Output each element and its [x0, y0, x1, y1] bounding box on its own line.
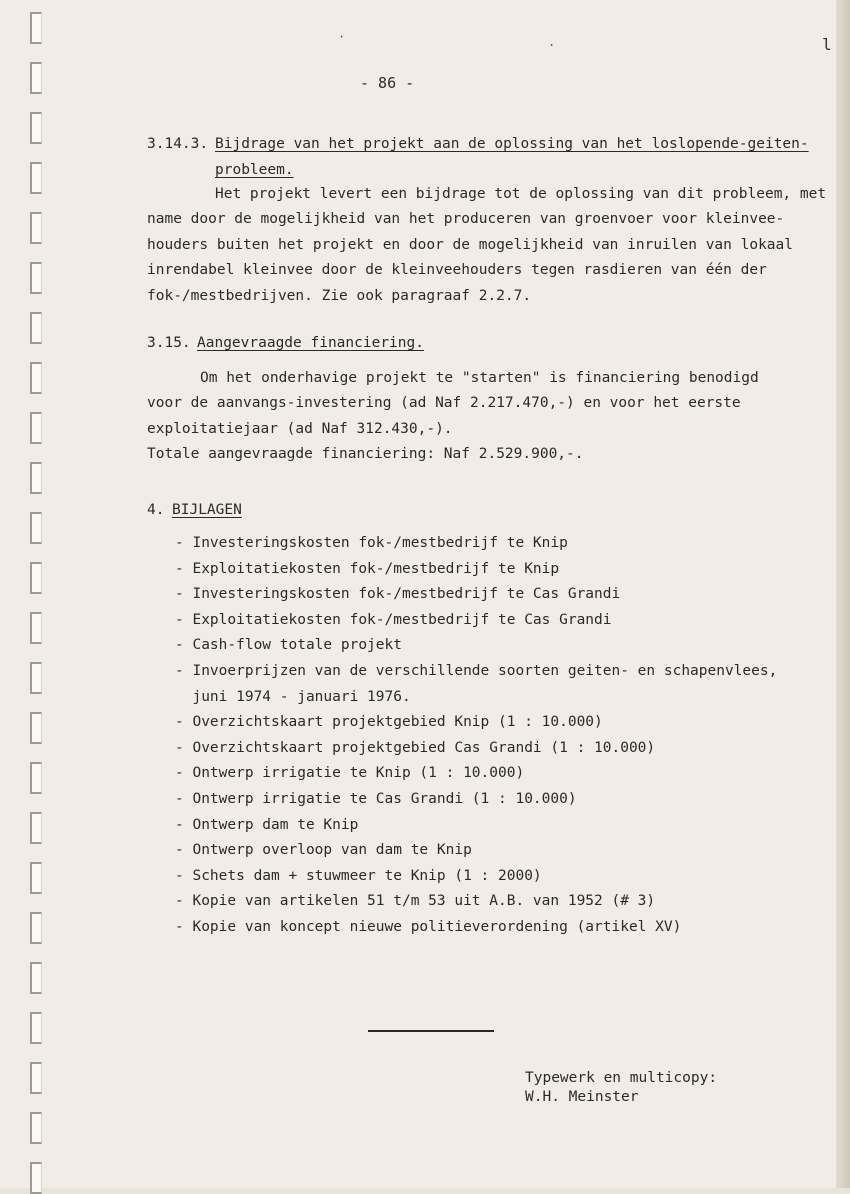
binding-slot	[30, 912, 42, 944]
section-3-14-3-paragraph-line: Het projekt levert een bijdrage tot de oplossing van dit probleem, met	[215, 186, 827, 202]
binding-slot	[30, 762, 42, 794]
section-4-heading: BIJLAGEN	[172, 502, 242, 518]
binding-slot	[30, 1162, 42, 1194]
binding-slot	[30, 862, 42, 894]
binding-slot	[30, 412, 42, 444]
section-3-14-3-number: 3.14.3.	[147, 136, 209, 152]
section-3-15-number: 3.15.	[147, 335, 191, 351]
binding-slot	[30, 462, 42, 494]
list-item: juni 1974 - januari 1976.	[175, 688, 411, 705]
section-3-15-paragraph-line: Om het onderhavige projekt te "starten" is financiering benodigd	[200, 370, 759, 386]
list-item: - Exploitatiekosten fok-/mestbedrijf te Knip	[175, 560, 560, 577]
binding-slot	[30, 312, 42, 344]
margin-mark: l	[822, 35, 832, 54]
list-item: - Investeringskosten fok-/mestbedrijf te Knip	[175, 535, 568, 551]
page-number: - 86 -	[360, 74, 415, 92]
binding-slot	[30, 262, 42, 294]
separator-rule	[368, 1030, 494, 1032]
page-edge	[836, 0, 850, 1188]
section-3-15-paragraph-line: exploitatiejaar (ad Naf 312.430,-).	[147, 421, 453, 437]
list-item: - Invoerprijzen van de verschillende soorten geiten- en schapenvlees,	[175, 662, 778, 679]
binding-slot	[30, 162, 42, 194]
binding-slot	[30, 1012, 42, 1044]
list-item: - Ontwerp overloop van dam te Knip	[175, 842, 472, 859]
list-item: - Ontwerp irrigatie te Cas Grandi (1 : 10.000)	[175, 790, 577, 807]
binding-slot	[30, 662, 42, 694]
list-item: - Cash-flow totale projekt	[175, 637, 402, 654]
binding-slot	[30, 112, 42, 144]
binding-slot	[30, 62, 42, 94]
section-3-15-paragraph-line: voor de aanvangs-investering (ad Naf 2.217.470,-) en voor het eerste	[147, 395, 741, 411]
list-item: - Overzichtskaart projektgebied Cas Grandi (1 : 10.000)	[175, 739, 656, 756]
section-4-number: 4.	[147, 502, 165, 518]
binding-slot	[30, 962, 42, 994]
binding-slot	[30, 12, 42, 44]
binding-slot	[30, 712, 42, 744]
list-item: - Kopie van artikelen 51 t/m 53 uit A.B. van 1952 (# 3)	[175, 893, 656, 910]
attachments-list	[175, 531, 777, 941]
list-item: - Kopie van koncept nieuwe politieverordening (artikel XV)	[175, 918, 682, 935]
section-3-14-3-paragraph-line: houders buiten het projekt en door de mogelijkheid van inruilen van lokaal	[147, 237, 794, 253]
list-item: - Exploitatiekosten fok-/mestbedrijf te Cas Grandi	[175, 611, 612, 628]
print-speck: .	[548, 35, 556, 49]
section-3-15-heading: Aangevraagde financiering.	[197, 335, 424, 351]
footer-credit-line2: W.H. Meinster	[525, 1089, 639, 1105]
spiral-binding	[30, 0, 44, 1188]
list-item: - Ontwerp dam te Knip	[175, 816, 359, 833]
section-3-15-paragraph-line: Totale aangevraagde financiering: Naf 2.529.900,-.	[147, 446, 584, 462]
section-3-14-3-paragraph-line: inrendabel kleinvee door de kleinveehouders tegen rasdieren van één der	[147, 262, 767, 278]
binding-slot	[30, 812, 42, 844]
binding-slot	[30, 512, 42, 544]
binding-slot	[30, 212, 42, 244]
footer-credit-line1: Typewerk en multicopy:	[525, 1070, 718, 1086]
binding-slot	[30, 612, 42, 644]
section-3-14-3-paragraph-line: fok-/mestbedrijven. Zie ook paragraaf 2.2.7.	[147, 288, 532, 304]
binding-slot	[30, 562, 42, 594]
list-item: - Ontwerp irrigatie te Knip (1 : 10.000)	[175, 765, 525, 782]
binding-slot	[30, 1112, 42, 1144]
list-item: - Investeringskosten fok-/mestbedrijf te Cas Grandi	[175, 586, 621, 603]
binding-slot	[30, 362, 42, 394]
binding-slot	[30, 1062, 42, 1094]
list-item: - Schets dam + stuwmeer te Knip (1 : 2000)	[175, 867, 542, 884]
section-3-14-3-paragraph-line: name door de mogelijkheid van het produceren van groenvoer voor kleinvee-	[147, 211, 785, 227]
section-3-14-3-heading-line2: probleem.	[215, 162, 294, 178]
print-speck: ·	[338, 30, 346, 44]
section-3-14-3-heading-line1: Bijdrage van het projekt aan de oplossing van het loslopende-geiten-	[215, 136, 809, 152]
list-item: - Overzichtskaart projektgebied Knip (1 : 10.000)	[175, 714, 603, 731]
